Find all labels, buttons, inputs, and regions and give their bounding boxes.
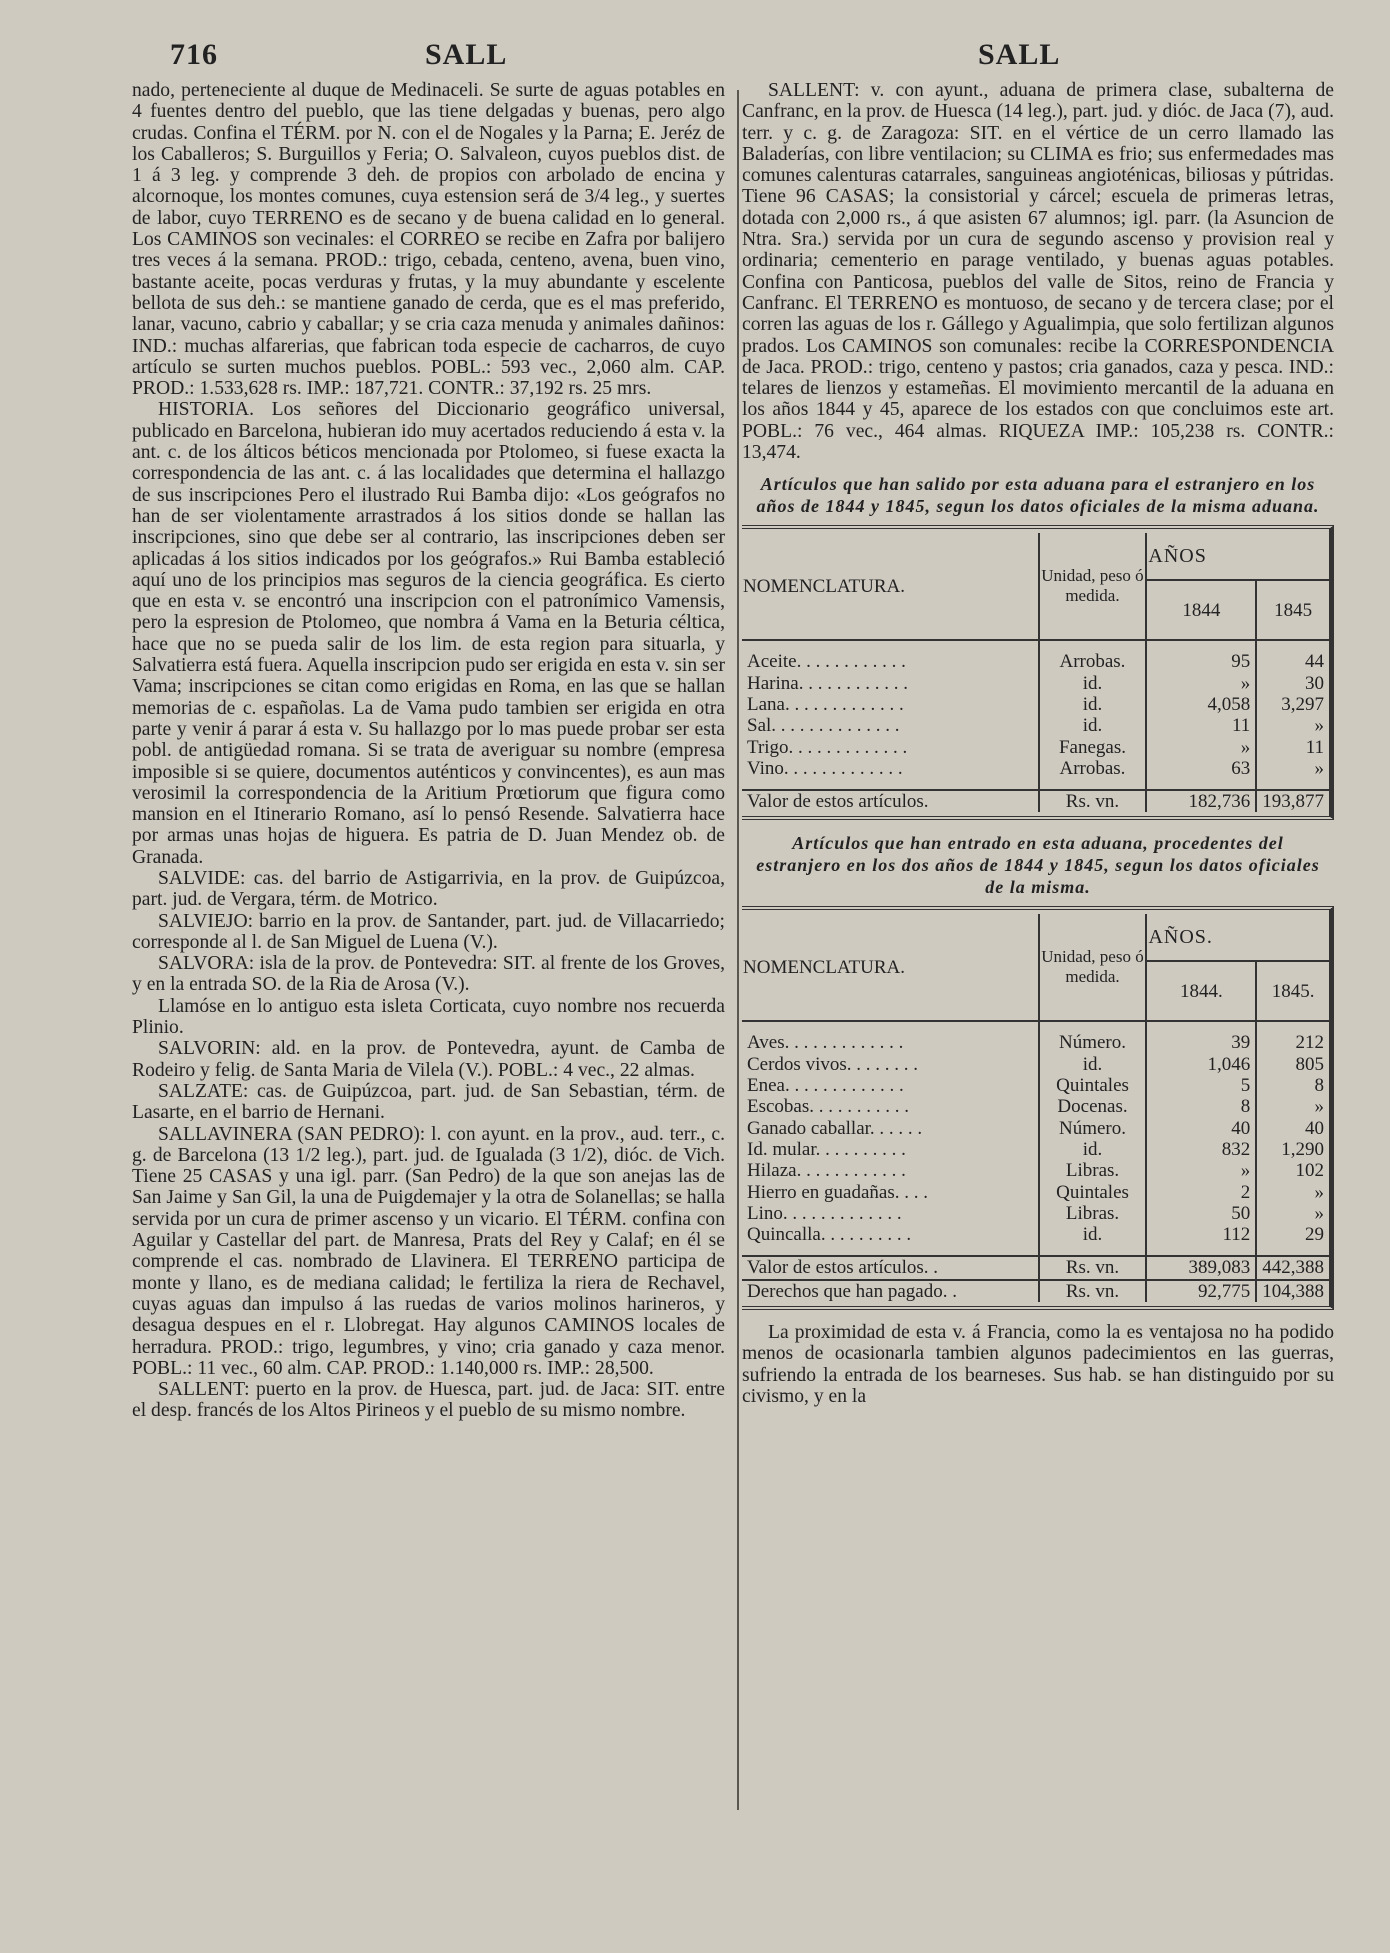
column-header: 1844. [1146,961,1256,1021]
paragraph: SALVIDE: cas. del barrio de Astigarrivia, en la prov. de Guipúzcoa, part. jud. de Vergara, térm. de Motrico. [132,867,725,911]
table-row [742,694,1329,715]
cell-1845: 193,877 [1256,790,1329,812]
row-label: Hilaza. . . . . . . . . . . . [747,1160,906,1182]
row-unit: Arrobas. [1039,651,1147,672]
row-label: Derechos que han pagado. . [742,1280,1039,1302]
row-label: Sal. . . . . . . . . . . . . . [747,715,900,737]
cell-1844: 11 [1146,715,1256,736]
table-row [742,1096,1329,1117]
column-header: Unidad, peso ó medida. [1039,533,1147,640]
paragraph: SALVORIN: ald. en la prov. de Pontevedra, ayunt. de Camba de Rodeiro y felig. de Santa Maria de Vilela (V.). POBL.: 4 vec., 22 almas. [132,1038,725,1081]
table-row [742,1182,1329,1203]
row-label: Quincalla. . . . . . . . . . [747,1224,912,1246]
row-unit: Libras. [1039,1160,1147,1181]
cell-1844: 4,058 [1146,694,1256,715]
table-row [742,1054,1329,1075]
table-row [742,673,1329,694]
table-row [742,758,1329,779]
paragraph: SALLAVINERA (SAN PEDRO): l. con ayunt. en la prov., aud. terr., c. g. de Barcelona (13 1/2 leg.), part. jud. de Igualada (3 1/2), dióc. de Vich. Tiene 25 CASAS y una igl. parr. (San Pedro) de la que son anejas las de San Jaime y San Gil, la una de Puigdemajer y la otra de Solanellas; se halla servida por un cura de primer ascenso y un vicario. El TÉRM. confina con Aguilar y Castellar del part. de Manresa, Prats del Rey y Calaf; en él se comprende el cas. nombrado de Llavinera. El TERRENO participa de monte y llano, es de mediana calidad; le fertiliza la riera de Rechavel, cuyas aguas dan impulso á las ruedas de varios molinos harineros, y desagua despues en el r. Llobregat. Hay algunos CAMINOS locales de herradura. PROD.: trigo, legumbres, y vino; cria ganado y caza menor. POBL.: 11 vec., 60 alm. CAP. PROD.: 1.140,000 rs. IMP.: 28,500. [132,1123,725,1379]
column-header: 1845 [1256,580,1329,640]
row-label: Vino. . . . . . . . . . . . . [747,757,903,779]
row-label: Ganado caballar. . . . . . [747,1117,923,1139]
row-unit: id. [1039,1054,1147,1075]
paragraph: SALVORA: isla de la prov. de Pontevedra: SIT. al frente de los Groves, y en la entrada SO. de la Ria de Arosa (V.). [132,953,725,996]
cell-1844: 112 [1146,1224,1256,1245]
cell-1844: 1,046 [1146,1054,1256,1075]
column-header: 1844 [1146,580,1256,640]
row-label: Escobas. . . . . . . . . . . [747,1096,910,1118]
row-unit: id. [1039,715,1147,736]
column-header: 1845. [1256,961,1329,1021]
cell-1844: 832 [1146,1139,1256,1160]
cell-1845: 1,290 [1256,1139,1329,1160]
paragraph: SALZATE: cas. de Guipúzcoa, part. jud. de San Sebastian, térm. de Lasarte, en el barrio de Hernani. [132,1080,725,1124]
table-row [742,1256,1329,1279]
cell-1845: 102 [1256,1160,1329,1181]
cell-1844: 63 [1146,758,1256,779]
row-unit: Quintales [1039,1075,1147,1096]
column-header: Unidad, peso ó medida. [1039,914,1147,1021]
cell-1844: 39 [1146,1032,1256,1053]
paragraph: SALLENT: puerto en la prov. de Huesca, part. jud. de Jaca: SIT. entre el desp. francés de los Altos Pirineos y el pueblo de su mismo nombre. [132,1379,725,1422]
row-unit: Rs. vn. [1039,1280,1147,1302]
cell-1844: » [1146,737,1256,758]
imports-table [742,906,1334,1310]
table-row [742,1280,1329,1302]
column-header: NOMENCLATURA. [742,533,1039,640]
table-caption: Artículos que han entrado en esta aduana, procedentes del estranjero en los dos años de 1844 y 1845, segun los datos oficiales de la misma. [756,833,1320,898]
cell-1844: » [1146,673,1256,694]
row-unit: Fanegas. [1039,737,1147,758]
left-column [132,80,725,1422]
row-unit: id. [1039,694,1147,715]
column-header: NOMENCLATURA. [742,914,1039,1021]
table-row [742,1139,1329,1160]
table-row [742,1118,1329,1139]
row-label: Aceite. . . . . . . . . . . . [747,651,906,673]
table-row [742,1203,1329,1224]
row-label: Lana. . . . . . . . . . . . . [747,693,904,715]
paragraph: SALLENT: v. con ayunt., aduana de primera clase, subalterna de Canfranc, en la prov. de Huesca (14 leg.), part. jud. y dióc. de Jaca (7), aud. terr. y c. g. de Zaragoza: SIT. en el vértice de un cerro llamado las Baladerías, con libre ventilacion; su CLIMA es frio; sus enfermedades mas comunes calenturas catarrales, sanguineas angioténicas, biliosas y pútridas. Tiene 96 CASAS; la consistorial y cárcel; escuela de primeras letras, dotada con 2,000 rs., á que asisten 67 alumnos; igl. parr. (la Asuncion de Ntra. Sra.) servida por un cura de segundo ascenso y provision real y ordinaria; cementerio en parage ventilado, y buenas aguas potables. Confina con Panticosa, pueblos del valle de Sitos, reino de Francia y Canfranc. El TERRENO es montuoso, de secano y de tercera clase; por el corren las aguas de los r. Gállego y Agualimpia, que solo fertilizan algunos prados. Los CAMINOS son comunales: recibe la CORRESPONDENCIA de Jaca. PROD.: trigo, centeno y pastos; cria ganados, caza y pesca. IND.: telares de lienzos y estameñas. El movimiento mercantil de la aduana en los años 1844 y 45, aparece de los estados con que concluimos este art. POBL.: 76 vec., 464 almas. RIQUEZA IMP.: 105,238 rs. CONTR.: 13,474. [742,80,1334,464]
cell-1845: 11 [1256,737,1329,758]
cell-1844: 182,736 [1146,790,1256,812]
table-caption: Artículos que han salido por esta aduana para el estranjero en los años de 1844 y 1845, segun los datos oficiales de la misma aduana. [756,474,1320,517]
cell-1845: 442,388 [1256,1256,1329,1279]
left-running-head: SALL [425,38,508,71]
paragraph: SALVIEJO: barrio en la prov. de Santander, part. jud. de Villacarriedo; corresponde al l. de San Miguel de Luena (V.). [132,910,725,953]
column-header: AÑOS. [1146,914,1329,961]
row-label: Valor de estos artículos. . [742,1256,1039,1279]
cell-1845: 29 [1256,1224,1329,1245]
row-unit: Número. [1039,1032,1147,1053]
cell-1845: 40 [1256,1118,1329,1139]
row-label: Aves. . . . . . . . . . . . . [747,1032,904,1054]
table-row [742,1032,1329,1053]
table-row [742,737,1329,758]
cell-1845: 30 [1256,673,1329,694]
right-column [742,80,1334,1407]
exports-table [742,525,1334,820]
cell-1844: 40 [1146,1118,1256,1139]
row-unit: Libras. [1039,1203,1147,1224]
row-label: Harina. . . . . . . . . . . . [747,672,908,694]
row-label: Enea. . . . . . . . . . . . . [747,1075,904,1097]
cell-1845: 805 [1256,1054,1329,1075]
cell-1845: » [1256,1182,1329,1203]
row-unit: id. [1039,1139,1147,1160]
table-row [742,790,1329,812]
right-running-head: SALL [978,38,1061,71]
table-row [742,1160,1329,1181]
cell-1845: » [1256,1203,1329,1224]
cell-1845: 3,297 [1256,694,1329,715]
row-unit: Rs. vn. [1039,1256,1147,1279]
row-label: Valor de estos artículos. [742,790,1039,812]
cell-1845: 212 [1256,1032,1329,1053]
table-row [742,1224,1329,1245]
cell-1844: 8 [1146,1096,1256,1117]
row-unit: id. [1039,1224,1147,1245]
cell-1844: 95 [1146,651,1256,672]
cell-1844: 50 [1146,1203,1256,1224]
cell-1845: 104,388 [1256,1280,1329,1302]
table-row [742,651,1329,672]
cell-1845: » [1256,1096,1329,1117]
row-unit: Arrobas. [1039,758,1147,779]
cell-1845: 44 [1256,651,1329,672]
cell-1844: 2 [1146,1182,1256,1203]
column-divider [737,90,739,1810]
paragraph: La proximidad de esta v. á Francia, como la es ventajosa no ha podido menos de ocasionarla tambien algunos padecimientos en las guerras, sufriendo la entrada de los bearneses. Sus hab. se han distinguido por su civismo, y en la [742,1321,1334,1407]
row-unit: Rs. vn. [1039,790,1147,812]
row-label: Id. mular. . . . . . . . . . [747,1138,906,1160]
page-number: 716 [170,38,218,71]
paragraph: HISTORIA. Los señores del Diccionario geográfico universal, publicado en Barcelona, hubieran ido muy acertados reduciendo á esta v. la ant. c. de los álticos béticos mencionada por Ptolomeo, si fuese exacta la correspondencia de las ant. c. á las localidades que determina el hallazgo de sus inscripciones Pero el ilustrado Rui Bamba dijo: «Los geógrafos no han de ser violentamente arrastrados á los sitios donde se hallan las inscripciones, sino que debe ser al contrario, las inscripciones deben ser aplicadas á los sitios indicados por los geógrafos.» Rui Bamba estableció aquí uno de los principios mas seguros de la ciencia geográfica. Es cierto que en esta v. se encontró una inscripcion con el patronímico Vamensis, pero la espresion de Ptolomeo, que nombra á Vama en la Beturia céltica, hace que no se pueda salir de los lim. de esta region para situarla, y Salvatierra está fuera. Aquella inscripcion pudo ser erigida en esta v. sin ser Vama; inscripciones se citan como erigidas en Roma, en las que se hallan memorias de c. españolas. La de Vama pudo tambien ser erigida en otra parte y venir á parar á esta v. Su hallazgo por lo mas puede probar ser esta pobl. de antigüedad romana. Si se trata de averiguar su nombre (empresa imposible si se quiere, documentos auténticos y convincentes), es aun mas verosimil la correspondencia de la Aritium Prœtiorum que figura como mansion en el Itinerario Romano, así lo pensó Resende. Salvatierra hace por armas unas hojas de higuera. Es patria de D. Juan Mendez ob. de Granada. [132,399,725,868]
cell-1844: 5 [1146,1075,1256,1096]
column-header: AÑOS [1146,533,1329,580]
row-label: Cerdos vivos. . . . . . . . [747,1053,918,1075]
cell-1845: » [1256,715,1329,736]
row-unit: id. [1039,673,1147,694]
row-label: Lino. . . . . . . . . . . . . [747,1202,902,1224]
cell-1844: 92,775 [1146,1280,1256,1302]
row-unit: Número. [1039,1118,1147,1139]
paragraph: nado, perteneciente al duque de Medinaceli. Se surte de aguas potables en 4 fuentes dentro del pueblo, que las tiene delgadas y buenas, pero algo crudas. Confina el TÉRM. por N. con el de Nogales y la Parna; E. Jeréz de los Caballeros; S. Burguillos y Feria; O. Salvaleon, cuyos pueblos dist. de 1 á 3 leg. y comprende 3 deh. de propios con arbolado de encina y alcornoque, los montes comunes, cuya estension será de 3/4 leg., y suertes de labor, cuyo TERRENO es de secano y de buena calidad en lo general. Los CAMINOS son vecinales: el CORREO se recibe en Zafra por balijero tres veces á la semana. PROD.: trigo, cebada, centeno, avena, buen vino, bastante aceite, pocas verduras y frutas, y la muy abundante y escelente bellota de sus deh.: se mantiene ganado de cerda, que es el mas preferido, lanar, vacuno, cabrio y caballar; y se cria caza menuda y animales dañinos: IND.: muchas alfarerias, que fabrican toda especie de cacharros, de cuyo artículo se surten muchos pueblos. POBL.: 593 vec., 2,060 alm. CAP. PROD.: 1.533,628 rs. IMP.: 187,721. CONTR.: 37,192 rs. 25 mrs. [132,80,725,400]
table-row [742,715,1329,736]
row-label: Trigo. . . . . . . . . . . . . [747,736,908,758]
row-label: Hierro en guadañas. . . . [747,1181,928,1203]
cell-1845: 8 [1256,1075,1329,1096]
paragraph: Llamóse en lo antiguo esta isleta Corticata, cuyo nombre nos recuerda Plinio. [132,995,725,1039]
table-row [742,1075,1329,1096]
row-unit: Docenas. [1039,1096,1147,1117]
cell-1844: 389,083 [1146,1256,1256,1279]
cell-1845: » [1256,758,1329,779]
cell-1844: » [1146,1160,1256,1181]
row-unit: Quintales [1039,1182,1147,1203]
